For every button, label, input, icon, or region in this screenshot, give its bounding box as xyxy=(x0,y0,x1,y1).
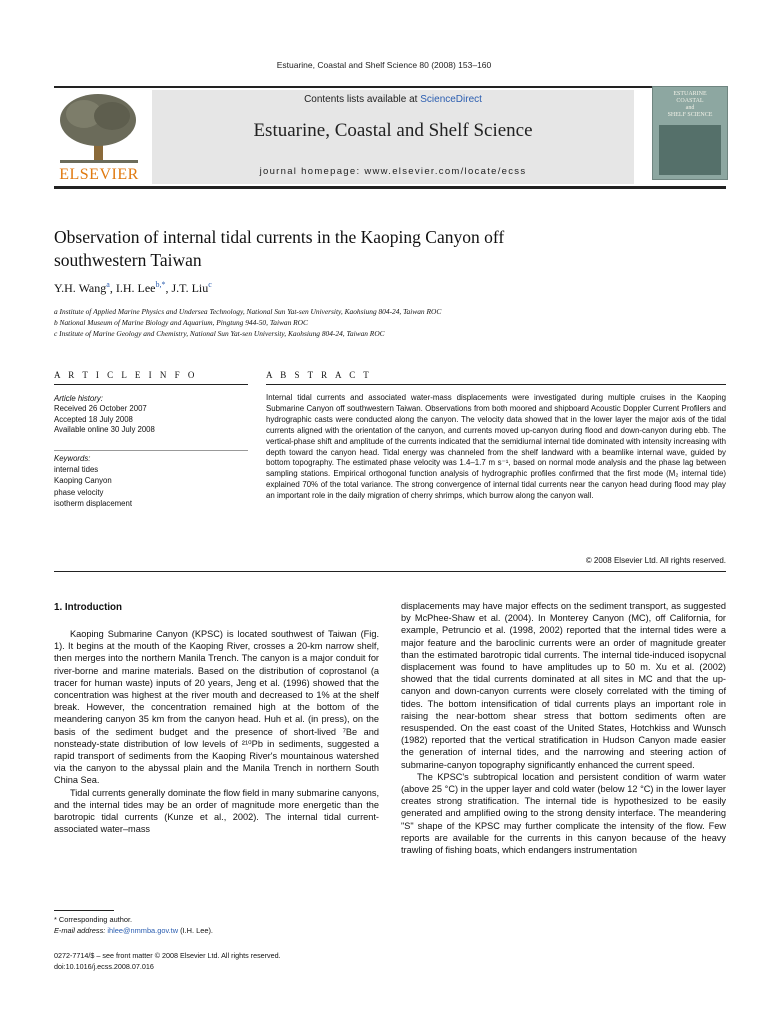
author-affil-mark[interactable]: b,* xyxy=(155,280,166,289)
author-name: I.H. Lee xyxy=(115,281,156,295)
keywords-rule xyxy=(54,450,248,451)
cover-line-4: SHELF SCIENCE xyxy=(667,112,713,118)
abstract-rule xyxy=(266,384,726,385)
author-list: Y.H. Wang$^a$, I.H. Lee$^{b,*}$, J.T. Liu$^c$ xyxy=(54,280,212,295)
corresponding-author-note: * Corresponding author. xyxy=(54,915,133,924)
accepted-date: Accepted 18 July 2008 xyxy=(54,414,133,424)
paragraph: The KPSC's subtropical location and persistent condition of warm water (above 25 °C) in the upper layer and cold water (below 12 °C) in the lower layer creates strong stratification. The internal tide is hypothesized to be easily generated and amplified owing to the strong density interface. The meandering "S" shape of the KPSC may further complicate the intensity of the flow. Few reports are available for the currents in this canyon because of the heavy trawling of fishing boats, which endangers instrumentation xyxy=(401,771,726,856)
contents-line xyxy=(152,94,634,105)
doi-line[interactable]: doi:10.1016/j.ecss.2008.07.016 xyxy=(54,962,154,971)
contents-prefix: Contents lists available at xyxy=(304,94,421,105)
abstract-text: Internal tidal currents and associated water-mass displacements were investigated during multiple cruises in the Kaoping Submarine Canyon off southwestern Taiwan. Observations from both moored and shipboard Acoustic Doppler Current Profilers and hydrographic casts were conducted along the canyon. The velocity data showed that in the lower layer the major axis of the tidal currents aligned with the orientation of the canyon, and currents moved up-canyon during flood and down-canyon during ebb. The vertical-phase shift and amplitude of the currents indicated that the semidiurnal internal tide dominated with intensity increasing with depth toward the canyon head. Tidal energy was channeled from the shelf landward with a beamlike internal wave, guided by bottom topography. The estimated phase velocity was 1.4–1.7 m s⁻¹, based on normal mode analysis and the phase lag between sampling stations. Empirical orthogonal function analysis of hydrographic profiles confirmed that the first mode (M₂ internal tide) explained 70% of the total variance. The strong convergence of internal tidal currents near the canyon head during flood may play an important role in the daily migration of cherry shrimps, which burrow along the canyon wall. xyxy=(266,393,726,501)
author-affil-mark[interactable]: c xyxy=(208,280,212,289)
keyword: phase velocity xyxy=(54,487,104,497)
article-info-rule xyxy=(54,384,248,385)
body-column-left xyxy=(54,628,379,835)
keyword: isotherm displacement xyxy=(54,498,133,508)
abstract-heading: A B S T R A C T xyxy=(266,370,372,380)
affiliation: b National Museum of Marine Biology and Aquarium, Pingtung 944-50, Taiwan ROC xyxy=(54,318,308,327)
author-name: J.T. Liu xyxy=(171,281,209,295)
cover-line-1: ESTUARINE xyxy=(673,91,707,97)
journal-title: Estuarine, Coastal and Shelf Science xyxy=(253,120,533,141)
keyword: Kaoping Canyon xyxy=(54,476,112,486)
email-label: E-mail address: xyxy=(54,926,108,935)
author-name: Y.H. Wang xyxy=(54,281,107,295)
footnote-rule xyxy=(54,910,114,911)
cover-line-3: and xyxy=(685,105,695,111)
section-heading-introduction: 1. Introduction xyxy=(54,602,123,613)
email-line xyxy=(54,925,379,936)
header-rule-top xyxy=(54,86,726,88)
paragraph: displacements may have major effects on the sediment transport, as suggested by McPhee-Shaw et al. (2004). In Monterey Canyon (MC), off California, for example, Petruncio et al. (1998, 2002) reported that the internal tides were a major feature and the baroclinic currents were an order of magnitude greater than the estimated barotropic tidal currents. The internal tide-induced isopycnal displacement was found to have amplitudes up to 50 m. Xu et al. (2002) showed that the tidal currents dominated at all sites in MC and that the up-canyon and down-canyon currents were closely correlated with the timing of tides. The bottom intensification of tidal currents plays an important role in raising the near-bottom shear stress that bottom sediments often are resuspended. On the east coast of the United States, Hotchkiss and Wunsch (1982) reported that the vertical stratification in Hudson Canyon made easier the generation of internal tides, and the narrowing and steering action of submarine-canyon topography significantly enhanced the current speed. xyxy=(401,601,726,770)
affiliations xyxy=(54,306,674,339)
page-footer xyxy=(54,950,379,972)
journal-reference: Estuarine, Coastal and Shelf Science 80 (2008) 153–160 xyxy=(276,60,492,70)
online-date: Available online 30 July 2008 xyxy=(54,425,155,435)
history-label: Article history: xyxy=(54,394,103,403)
article-title: Observation of internal tidal currents in the Kaoping Canyon off southwestern Taiwan xyxy=(54,227,505,270)
article-history xyxy=(54,394,248,436)
issn-line: 0272-7714/$ – see front matter © 2008 Elsevier Ltd. All rights reserved. xyxy=(54,951,281,960)
journal-homepage[interactable]: journal homepage: www.elsevier.com/locate/ecss xyxy=(259,166,527,177)
elsevier-wordmark: ELSEVIER xyxy=(59,166,139,183)
abstract-bottom-rule xyxy=(54,571,726,572)
keywords xyxy=(54,453,248,509)
email-suffix: (I.H. Lee). xyxy=(178,926,213,935)
paragraph: Tidal currents generally dominate the flow field in many submarine canyons, and the internal tides may be an order of magnitude more energetic than the barotropic tidal currents (Kunze et al., 2002). The internal tidal current-associated water–mass xyxy=(54,787,379,835)
header-rule-bottom xyxy=(54,186,726,189)
footnote xyxy=(54,914,379,936)
cover-line-2: COASTAL xyxy=(676,98,704,104)
keywords-label: Keywords: xyxy=(54,454,91,463)
received-date: Received 26 October 2007 xyxy=(54,404,147,414)
author-affil-mark[interactable]: a xyxy=(106,280,110,289)
keyword: internal tides xyxy=(54,465,99,475)
article-info-heading: A R T I C L E I N F O xyxy=(54,370,198,380)
body-column-right xyxy=(401,600,726,856)
paragraph: Kaoping Submarine Canyon (KPSC) is located southwest of Taiwan (Fig. 1). It begins at the mouth of the Kaoping River, crosses a 20-km narrow shelf, then merges into the northern Manila Trench. The canyon is a major conduit for river-borne and marine materials. Based on the distribution of coprostanol (a tracer for human waste) inputs of 20 years, Jeng et al. (1996) showed that the concentration was highest at the river mouth and decreased to 1% at the shelf break. However, the concentration remained high at the bottom of the meandering canyon 35 km from the canyon head. Huh et al. (in press), on the basis of the sediment budget and the presence of short-lived ⁷Be and nonsteady-state distribution of low levels of ²¹⁰Pb in sediments, suggested a rapid transport of sediments from the Kaoping River's mountainous watershed via the canyon to the abyssal plain and the Manila Trench in northern South China Sea. xyxy=(54,629,379,786)
journal-cover-thumbnail xyxy=(652,86,728,180)
copyright: © 2008 Elsevier Ltd. All rights reserved. xyxy=(585,556,726,565)
email-link[interactable]: ihlee@nmmba.gov.tw xyxy=(107,926,179,935)
sciencedirect-link[interactable]: ScienceDirect xyxy=(420,94,482,105)
affiliation: c Institute of Marine Geology and Chemistry, National Sun Yat-sen University, Kaohsiung 804-24, Taiwan ROC xyxy=(54,329,385,338)
affiliation: a Institute of Applied Marine Physics and Undersea Technology, National Sun Yat-sen University, Kaohsiung 804-24, Taiwan ROC xyxy=(54,307,442,316)
cover-title xyxy=(653,91,727,119)
cover-image xyxy=(659,125,721,175)
